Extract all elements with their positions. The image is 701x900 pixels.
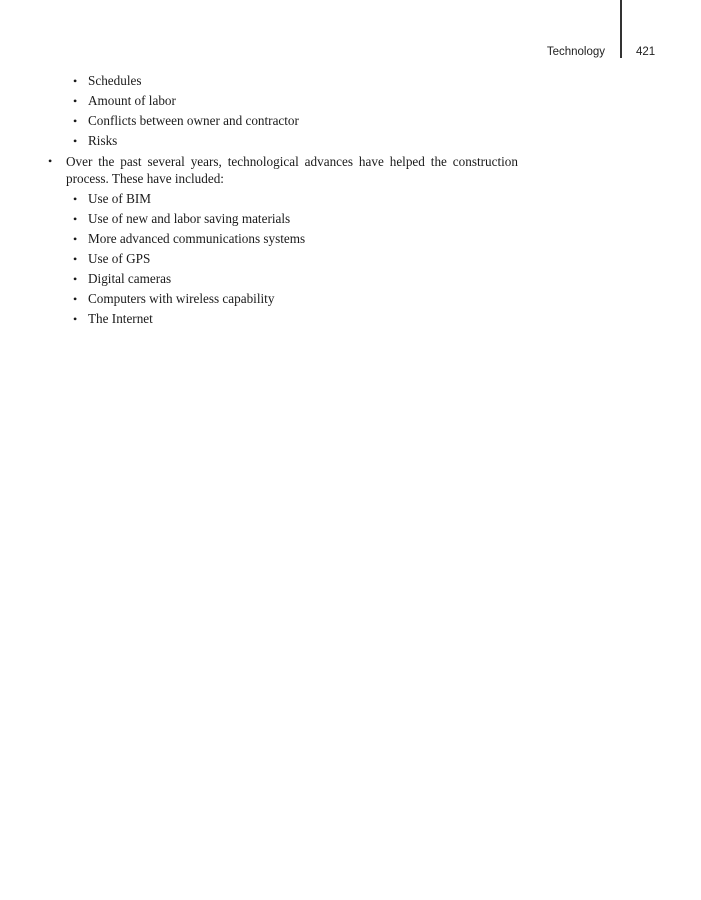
list-item: • Use of new and labor saving materials (48, 209, 518, 229)
list-item: • Digital cameras (48, 269, 518, 289)
list-item: • Use of GPS (48, 249, 518, 269)
list-item: • Computers with wireless capability (48, 289, 518, 309)
list-item: • Amount of labor (48, 91, 518, 111)
list-item: • More advanced communications systems (48, 229, 518, 249)
page-number: 421 (636, 46, 656, 58)
list-item: • Schedules (48, 71, 518, 91)
list-item: • The Internet (48, 309, 518, 329)
list-item: • Use of BIM (48, 189, 518, 209)
body-text (48, 71, 518, 329)
list-item: • Conflicts between owner and contractor (48, 111, 518, 131)
main-bullet-text: • Over the past several years, technological advances have helped the construction process. These have included: (66, 154, 518, 186)
running-head-title: Technology (546, 46, 605, 58)
main-bullet-paragraph (48, 153, 518, 187)
list-item: • Risks (48, 131, 518, 151)
header-divider (620, 0, 622, 58)
